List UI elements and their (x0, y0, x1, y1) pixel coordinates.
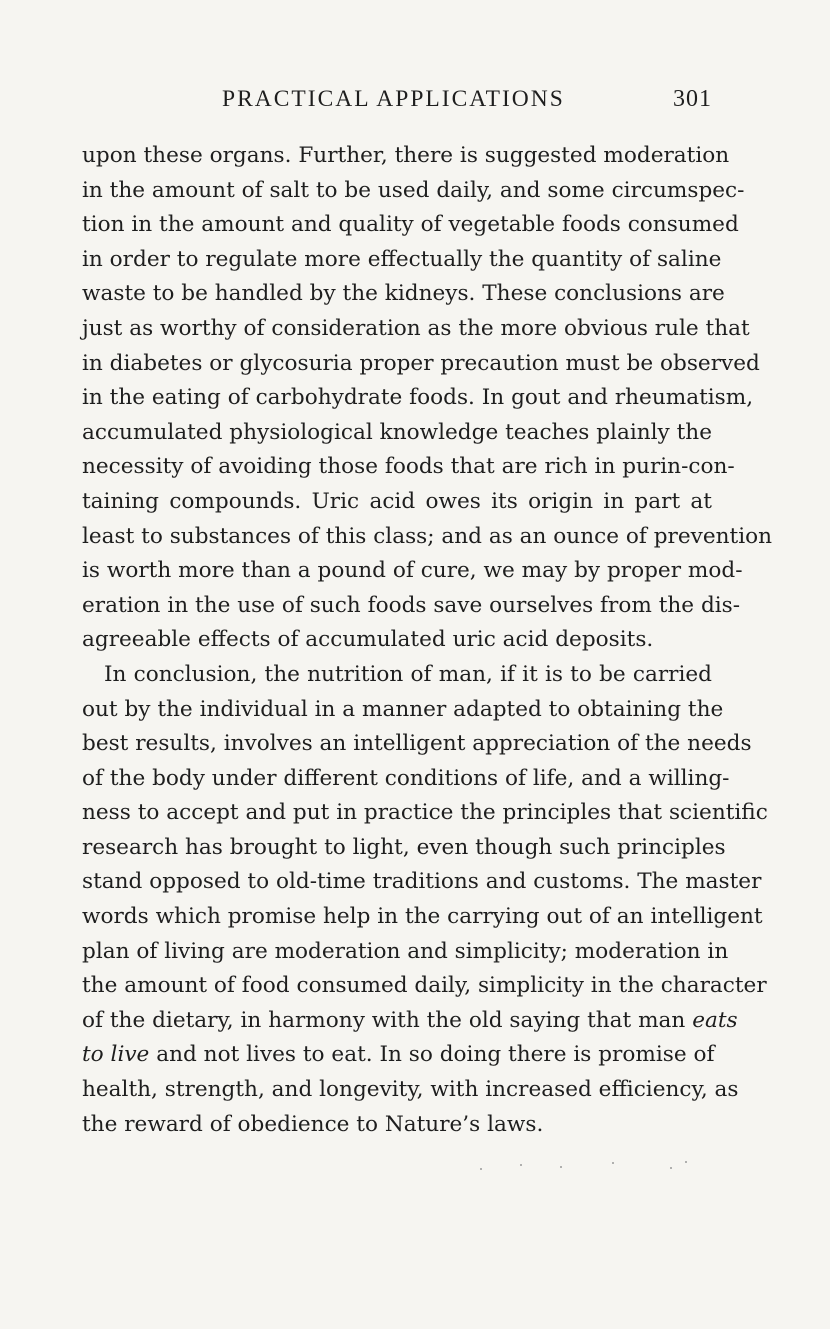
text-line: words which promise help in the carrying out of an intelligent (82, 904, 763, 930)
text-line: research has brought to light, even though such principles (82, 834, 726, 860)
text-line: least to substances of this class; and as an ounce of prevention (82, 523, 773, 549)
speck (560, 1166, 562, 1168)
italic-text: eats (692, 1007, 738, 1033)
text-run: of the dietary, in harmony with the old saying that man (82, 1007, 686, 1033)
text-line: taining compounds. Uric acid owes its origin in part at (82, 488, 712, 514)
text-line: tion in the amount and quality of vegetable foods consumed (82, 212, 739, 238)
speck (520, 1164, 522, 1166)
speck (612, 1162, 614, 1164)
text-line: in the eating of carbohydrate foods. In gout and rheumatism, (82, 385, 754, 411)
text-line: out by the individual in a manner adapted to obtaining the (82, 696, 724, 722)
text-line: stand opposed to old-time traditions and customs. The master (82, 869, 762, 895)
text-line: in the amount of salt to be used daily, and some circumspec- (82, 177, 745, 203)
text-line: accumulated physiological knowledge teaches plainly the (82, 419, 712, 445)
text-line: just as worthy of consideration as the more obvious rule that (82, 315, 750, 341)
speck (480, 1168, 482, 1170)
text-line: upon these organs. Further, there is suggested moderation (82, 143, 730, 168)
speck (670, 1167, 672, 1169)
text-line: the amount of food consumed daily, simplicity in the character (82, 973, 767, 999)
text-line (82, 1038, 715, 1073)
text-line: in diabetes or glycosuria proper precaution must be observed (82, 350, 760, 376)
text-line: health, strength, and longevity, with increased efficiency, as (82, 1077, 739, 1103)
text-line (82, 1004, 738, 1039)
text-run: and not lives to eat. In so doing there is promise of (156, 1042, 715, 1068)
text-line: necessity of avoiding those foods that are rich in purin-con- (82, 454, 735, 480)
text-line: in order to regulate more effectually the quantity of saline (82, 246, 722, 272)
text-line: plan of living are moderation and simplicity; moderation in (82, 938, 729, 964)
text-line: In conclusion, the nutrition of man, if it is to be carried (104, 661, 712, 687)
page-number: 301 (673, 86, 712, 112)
speck (685, 1161, 687, 1163)
print-specks (480, 1160, 830, 1180)
text-line: of the body under different conditions of life, and a willing- (82, 765, 730, 791)
text-line: the reward of obedience to Nature’s laws. (82, 1111, 544, 1137)
running-title: PRACTICAL APPLICATIONS (222, 86, 565, 112)
running-head (82, 86, 712, 126)
text-line: best results, involves an intelligent appreciation of the needs (82, 731, 752, 757)
italic-text: to live (82, 1042, 150, 1068)
text-line: eration in the use of such foods save ourselves from the dis- (82, 592, 741, 618)
page-body (82, 139, 773, 1142)
text-line: agreeable effects of accumulated uric acid deposits. (82, 627, 654, 653)
text-line: ness to accept and put in practice the principles that scientific (82, 800, 768, 826)
text-line: waste to be handled by the kidneys. These conclusions are (82, 281, 725, 307)
text-line: is worth more than a pound of cure, we may by proper mod- (82, 558, 743, 584)
